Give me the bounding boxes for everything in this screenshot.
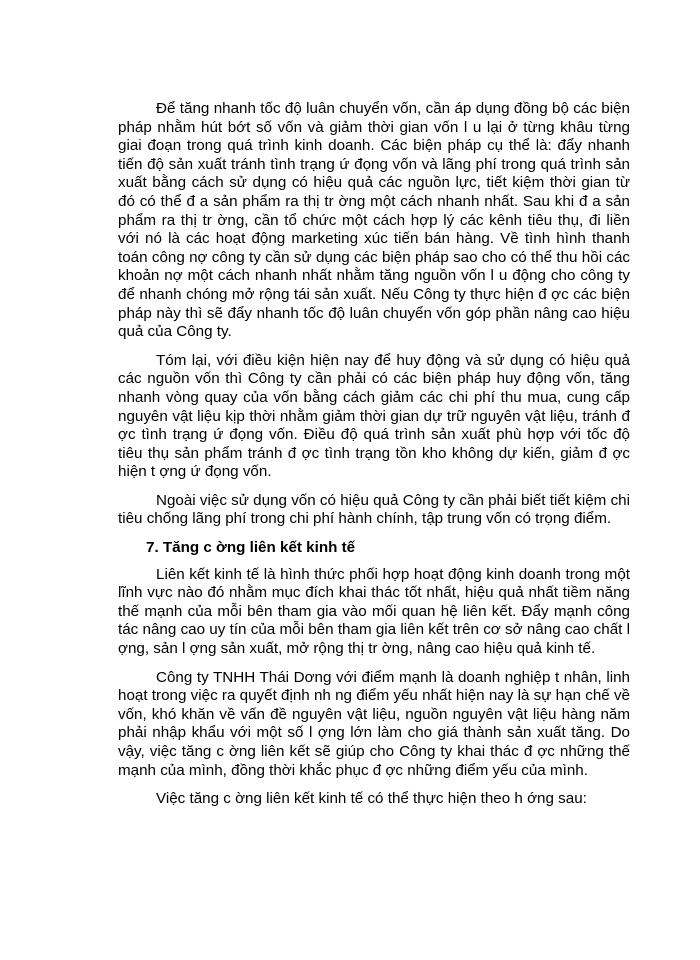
paragraph-economic-linkage: Liên kết kinh tế là hình thức phối hợp hoạt động kinh doanh trong một lĩnh vực nào đó nhằm mục đích khai thác tốt nhất, hiệu quả nhất tiềm năng thế mạnh của mỗi bên tham gia vào mối quan hệ liên kết. Đẩy mạnh công tác nâng cao uy tín của mỗi bên tham gia liên kết trên cơ sở nâng cao chất l ợng, sản l ợng sản xuất, mở rộng thị tr ờng, nâng cao hiệu quả kinh tế. (118, 565, 630, 658)
paragraph-capital-turnover: Để tăng nhanh tốc độ luân chuyển vốn, cần áp dụng đồng bộ các biện pháp nhằm hút bớt số vốn và giảm thời gian vốn l u lại ở từng khâu từng giai đoạn trong quá trình kinh doanh. Các biện pháp cụ thể là: đẩy nhanh tiến độ sản xuất tránh tình trạng ứ đọng vốn và lãng phí trong quá trình sản xuất bằng cách sử dụng có hiệu quả các nguồn lực, tiết kiệm thời gian từ đó có thể đ a sản phẩm ra thị tr ờng một cách nhanh nhất. Sau khi đ a sản phẩm ra thị tr ờng, cần tổ chức một cách hợp lý các kênh tiêu thụ, đi liền với nó là các hoạt động marketing xúc tiến bán hàng. Về tình hình thanh toán công nợ công ty cần sử dụng các biện pháp sao cho có thể thu hồi các khoản nợ một cách nhanh nhất nhằm tăng nguồn vốn l u động cho công ty để nhanh chóng mở rộng tái sản xuất. Nếu Công ty thực hiện đ ợc các biện pháp này thì sẽ đẩy nhanh tốc độ luân chuyển vốn góp phần nâng cao hiệu quả của Công ty. (118, 100, 630, 341)
paragraph-cost-saving: Ngoài việc sử dụng vốn có hiệu quả Công ty cần phải biết tiết kiệm chi tiêu chống lãng phí trong chi phí hành chính, tập trung vốn có trọng điểm. (118, 491, 630, 528)
paragraph-summary: Tóm lại, với điều kiện hiện nay để huy động và sử dụng có hiệu quả các nguồn vốn thì Công ty cần phải có các biện pháp huy động vốn, tăng nhanh vòng quay của vốn bằng cách giảm các chi phí thu mua, cung cấp nguyên vật liệu kịp thời nhằm giảm thời gian dự trữ nguyên vật liệu, tránh đ ợc tình trạng ứ đọng vốn. Điều độ quá trình sản xuất phù hợp với tốc độ tiêu thụ sản phẩm tránh đ ợc tình trạng tồn kho không dự kiến, giảm đ ợc hiện t ợng ứ đọng vốn. (118, 351, 630, 481)
paragraph-company-profile: Công ty TNHH Thái Dơng với điểm mạnh là doanh nghiệp t nhân, linh hoạt trong việc ra quyết định nh ng điểm yếu nhất hiện nay là sự hạn chế về vốn, khó khăn về vấn đề nguyên vật liệu, nguồn nguyên vật liệu hàng năm phải nhập khẩu với một số l ợng lớn làm cho giá thành sản xuất tăng. Do vậy, việc tăng c ờng liên kết sẽ giúp cho Công ty khai thác đ ợc những thế mạnh của mình, đồng thời khắc phục đ ợc những điểm yếu của mình. (118, 668, 630, 779)
paragraph-directions: Việc tăng c ờng liên kết kinh tế có thể thực hiện theo h ớng sau: (156, 790, 587, 808)
section-heading: 7. Tăng c ờng liên kết kinh tế (146, 539, 356, 557)
document-page (118, 100, 630, 819)
